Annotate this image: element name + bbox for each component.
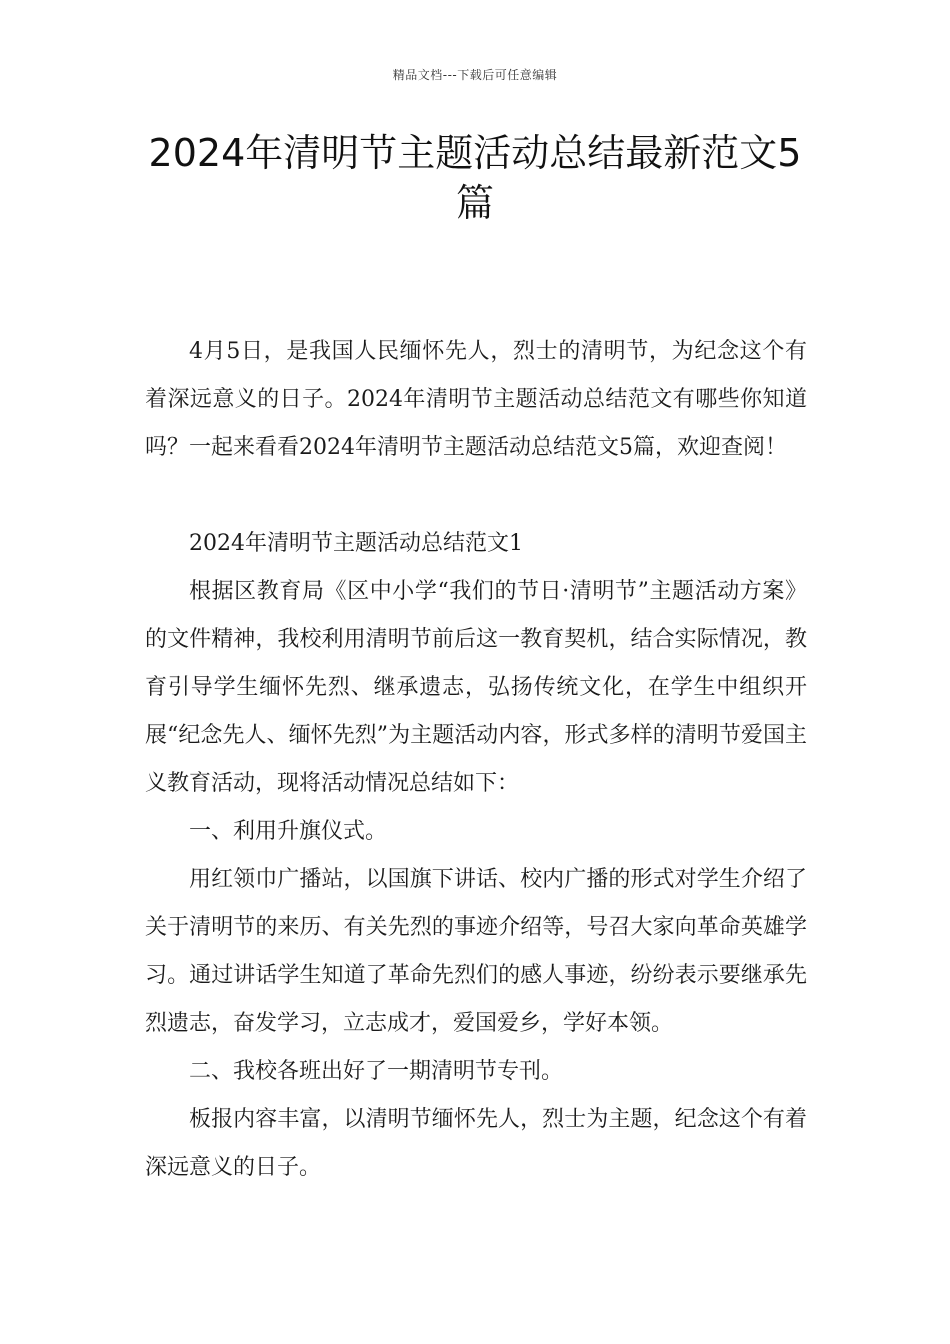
body-paragraph: 根据区教育局《区中小学“我们的节日·清明节”主题活动方案》的文件精神，我校利用清明节前后这一教育契机，结合实际情况，教育引导学生缅怀先烈、继承遗志，弘扬传统文化，在学生中组织开展“纪念先人、缅怀先烈”为主题活动内容，形式多样的清明节爱国主义教育活动，现将活动情况总结如下： — [145, 579, 807, 796]
section-heading: 2024年清明节主题活动总结范文1 — [189, 531, 523, 556]
body-paragraph: 板报内容丰富，以清明节缅怀先人，烈士为主题，纪念这个有着深远意义的日子。 — [145, 1107, 807, 1180]
intro-paragraph: 4月5日，是我国人民缅怀先人，烈士的清明节，为纪念这个有着深远意义的日子。2024年清明节主题活动总结范文有哪些你知道吗？一起来看看2024年清明节主题活动总结范文5篇，欢迎查阅！ — [145, 339, 807, 460]
header-note: 精品文档---下载后可任意编辑 — [392, 68, 558, 82]
sub-heading: 二、我校各班出好了一期清明节专刊。 — [189, 1059, 564, 1084]
document-body — [145, 328, 807, 1192]
document-title: 2024年清明节主题活动总结最新范文5篇 — [148, 131, 802, 225]
body-paragraph: 用红领巾广播站，以国旗下讲话、校内广播的形式对学生介绍了关于清明节的来历、有关先烈的事迹介绍等，号召大家向革命英雄学习。通过讲话学生知道了革命先烈们的感人事迹，纷纷表示要继承先烈遗志，奋发学习，立志成才，爱国爱乡，学好本领。 — [145, 867, 807, 1036]
sub-heading: 一、利用升旗仪式。 — [189, 819, 388, 844]
